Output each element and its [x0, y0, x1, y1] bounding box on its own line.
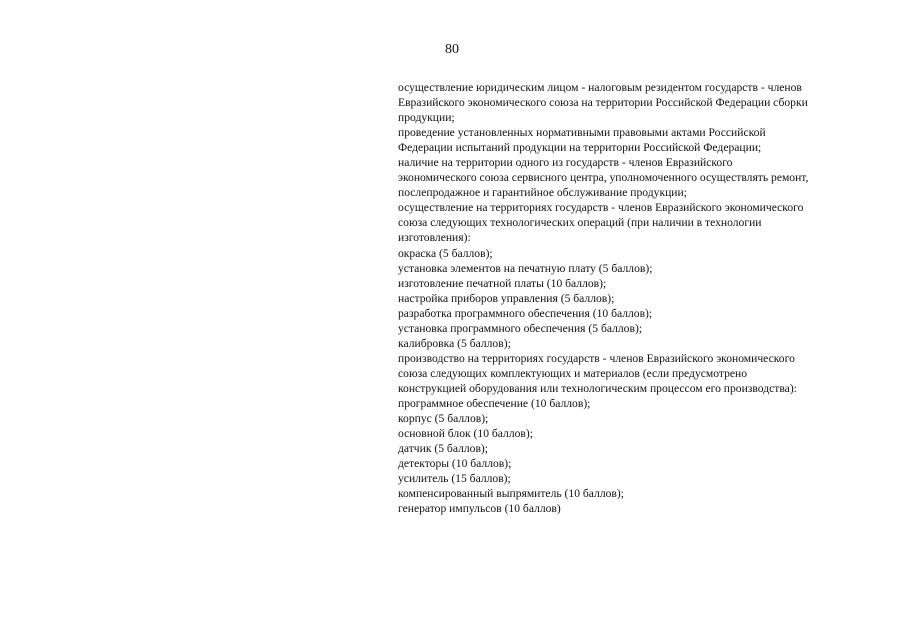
text-line: союза следующих комплектующих и материалов (если предусмотрено — [398, 366, 748, 380]
text-line: генератор импульсов (10 баллов) — [398, 502, 561, 516]
text-line: основной блок (10 баллов); — [398, 427, 533, 441]
text-line: продукции; — [398, 111, 455, 125]
text-line: окраска (5 баллов); — [398, 246, 493, 260]
text-line: экономического союза сервисного центра, уполномоченного осуществлять ремонт, — [398, 171, 809, 185]
page-number: 80 — [445, 42, 459, 57]
text-line: Федерации испытаний продукции на территории Российской Федерации; — [398, 141, 762, 155]
text-line: настройка приборов управления (5 баллов); — [398, 291, 615, 305]
text-line: проведение установленных нормативными правовыми актами Российской — [398, 126, 766, 140]
text-line: осуществление на территориях государств - членов Евразийского экономического — [398, 201, 804, 215]
text-line: компенсированный выпрямитель (10 баллов); — [398, 487, 624, 501]
text-line: калибровка (5 баллов); — [398, 336, 511, 350]
text-line: датчик (5 баллов); — [398, 442, 489, 456]
text-line: установка элементов на печатную плату (5 баллов); — [398, 261, 653, 275]
text-line: изготовления): — [398, 231, 471, 245]
text-line: наличие на территории одного из государств - членов Евразийского — [398, 156, 733, 170]
text-line: установка программного обеспечения (5 баллов); — [398, 321, 643, 335]
text-line: усилитель (15 баллов); — [398, 472, 511, 486]
text-line: осуществление юридическим лицом - налоговым резидентом государств - членов — [398, 81, 802, 94]
text-line: программное обеспечение (10 баллов); — [398, 396, 591, 410]
text-line: конструкцией оборудования или технологическим процессом его производства): — [398, 381, 797, 395]
text-line: корпус (5 баллов); — [398, 412, 489, 426]
text-line: Евразийского экономического союза на территории Российской Федерации сборки — [398, 96, 808, 110]
text-line: союза следующих технологических операций (при наличии в технологии — [398, 216, 762, 230]
text-line: послепродажное и гарантийное обслуживание продукции; — [398, 186, 687, 200]
text-line: детекторы (10 баллов); — [398, 457, 512, 471]
text-line: производство на территориях государств - членов Евразийского экономического — [398, 351, 795, 365]
document-body — [398, 80, 868, 516]
text-line: изготовление печатной платы (10 баллов); — [398, 276, 607, 290]
text-line: разработка программного обеспечения (10 баллов); — [398, 306, 653, 320]
